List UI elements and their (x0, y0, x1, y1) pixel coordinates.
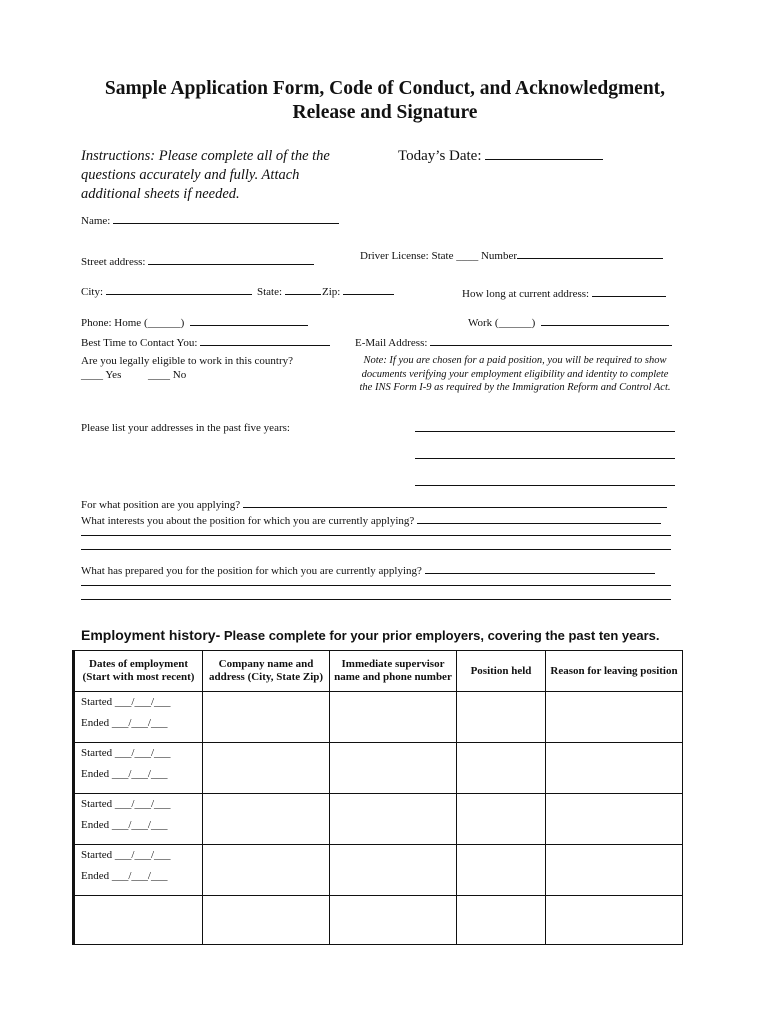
started-label: Started ___/___/___ (81, 747, 171, 759)
ended-label: Ended ___/___/___ (81, 819, 168, 831)
table-row (75, 794, 683, 845)
name-label: Name: (81, 215, 111, 227)
col-dates: Dates of employment (Start with most recent) (75, 651, 203, 692)
state-line[interactable] (285, 284, 321, 295)
name-line[interactable] (113, 213, 339, 224)
email-label: E-Mail Address: (355, 337, 428, 349)
work-phone-label: Work (______) (468, 317, 536, 329)
reason-cell[interactable] (546, 794, 683, 845)
position-cell[interactable] (457, 896, 546, 945)
work-phone-line[interactable] (541, 315, 669, 326)
ended-label: Ended ___/___/___ (81, 768, 168, 780)
todays-date-field[interactable] (398, 148, 603, 165)
ended-label: Ended ___/___/___ (81, 870, 168, 882)
table-row (75, 896, 683, 945)
dates-cell[interactable] (75, 794, 203, 845)
address-line-1[interactable] (415, 431, 675, 432)
phone-home-line[interactable] (190, 315, 308, 326)
driver-license-label: Driver License: State ____ Number (360, 250, 518, 262)
col-reason: Reason for leaving position (546, 651, 683, 692)
position-question: For what position are you applying? (81, 499, 241, 511)
position-cell[interactable] (457, 743, 546, 794)
state-label: State: (257, 286, 283, 298)
driver-license-line[interactable] (517, 248, 663, 259)
employment-history-subtitle: Please complete for your prior employers, covering the past ten years. (223, 628, 660, 643)
prepared-line[interactable] (425, 563, 655, 574)
street-address-line[interactable] (148, 254, 314, 265)
city-field[interactable] (81, 284, 252, 299)
street-address-field[interactable] (81, 254, 314, 269)
interests-field[interactable] (81, 513, 661, 528)
supervisor-cell[interactable] (330, 743, 457, 794)
how-long-label: How long at current address: (462, 288, 590, 300)
employment-history-table (74, 650, 683, 945)
zip-field[interactable] (322, 284, 394, 299)
email-field[interactable] (355, 335, 672, 350)
best-time-field[interactable] (81, 335, 330, 350)
instructions: Instructions: Please complete all of the the questions accurately and fully. Attach additional sheets if needed. (81, 148, 330, 202)
position-cell[interactable] (457, 845, 546, 896)
address-line-3[interactable] (415, 485, 675, 486)
address-line-2[interactable] (415, 458, 675, 459)
supervisor-cell[interactable] (330, 896, 457, 945)
interests-line-3[interactable] (81, 549, 671, 550)
prepared-field[interactable] (81, 563, 655, 578)
prepared-line-3[interactable] (81, 599, 671, 600)
dates-cell[interactable] (75, 896, 203, 945)
form-title-line-1: Sample Application Form, Code of Conduct, and Acknowledgment, (104, 78, 666, 99)
supervisor-cell[interactable] (330, 794, 457, 845)
company-cell[interactable] (203, 794, 330, 845)
zip-line[interactable] (343, 284, 394, 295)
dates-cell[interactable] (75, 743, 203, 794)
interests-line-2[interactable] (81, 535, 671, 536)
dates-cell[interactable] (75, 692, 203, 743)
name-field[interactable] (81, 213, 339, 228)
started-label: Started ___/___/___ (81, 798, 171, 810)
addresses-question: Please list your addresses in the past five years: (81, 422, 290, 434)
street-address-label: Street address: (81, 256, 146, 268)
position-cell[interactable] (457, 692, 546, 743)
ended-label: Ended ___/___/___ (81, 717, 168, 729)
employment-history-title: Employment history- (81, 627, 221, 643)
reason-cell[interactable] (546, 692, 683, 743)
position-cell[interactable] (457, 794, 546, 845)
table-header-row (75, 651, 683, 692)
col-supervisor: Immediate supervisor name and phone number (330, 651, 457, 692)
interests-line[interactable] (417, 513, 661, 524)
zip-label: Zip: (322, 286, 341, 298)
todays-date-line[interactable] (485, 149, 603, 160)
driver-license-field[interactable] (360, 248, 663, 263)
started-label: Started ___/___/___ (81, 849, 171, 861)
reason-cell[interactable] (546, 845, 683, 896)
company-cell[interactable] (203, 845, 330, 896)
work-phone-field[interactable] (468, 315, 669, 330)
how-long-field[interactable] (462, 286, 666, 301)
company-cell[interactable] (203, 692, 330, 743)
form-title-line-2: Release and Signature (292, 102, 478, 123)
how-long-line[interactable] (592, 286, 666, 297)
state-field[interactable] (257, 284, 321, 299)
position-field[interactable] (81, 497, 667, 512)
employment-history-heading (81, 627, 660, 643)
dates-cell[interactable] (75, 845, 203, 896)
table-row (75, 692, 683, 743)
company-cell[interactable] (203, 896, 330, 945)
eligible-no[interactable]: ____ No (148, 369, 187, 381)
prepared-line-2[interactable] (81, 585, 671, 586)
phone-home-label: Phone: Home (______) (81, 317, 185, 329)
city-line[interactable] (106, 284, 252, 295)
supervisor-cell[interactable] (330, 692, 457, 743)
eligible-question: Are you legally eligible to work in this country? (81, 355, 294, 367)
best-time-line[interactable] (200, 335, 330, 346)
phone-home-field[interactable] (81, 315, 308, 330)
table-row (75, 845, 683, 896)
position-line[interactable] (243, 497, 667, 508)
eligible-yes[interactable]: ____ Yes (81, 369, 122, 381)
table-row (75, 743, 683, 794)
prepared-question: What has prepared you for the position for which you are currently applying? (81, 565, 422, 577)
col-company: Company name and address (City, State Zip) (203, 651, 330, 692)
col-position: Position held (457, 651, 546, 692)
city-label: City: (81, 286, 104, 298)
todays-date-label: Today’s Date: (398, 148, 482, 164)
supervisor-cell[interactable] (330, 845, 457, 896)
started-label: Started ___/___/___ (81, 696, 171, 708)
reason-cell[interactable] (546, 743, 683, 794)
email-line[interactable] (430, 335, 672, 346)
best-time-label: Best Time to Contact You: (81, 337, 198, 349)
reason-cell[interactable] (546, 896, 683, 945)
company-cell[interactable] (203, 743, 330, 794)
interests-question: What interests you about the position for which you are currently applying? (81, 515, 415, 527)
ins-note: Note: If you are chosen for a paid position, you will be required to show documents verifying your employment eligibility and identity to complete the INS Form I-9 as required by the Immigration Reform and Control Act. (359, 355, 671, 393)
